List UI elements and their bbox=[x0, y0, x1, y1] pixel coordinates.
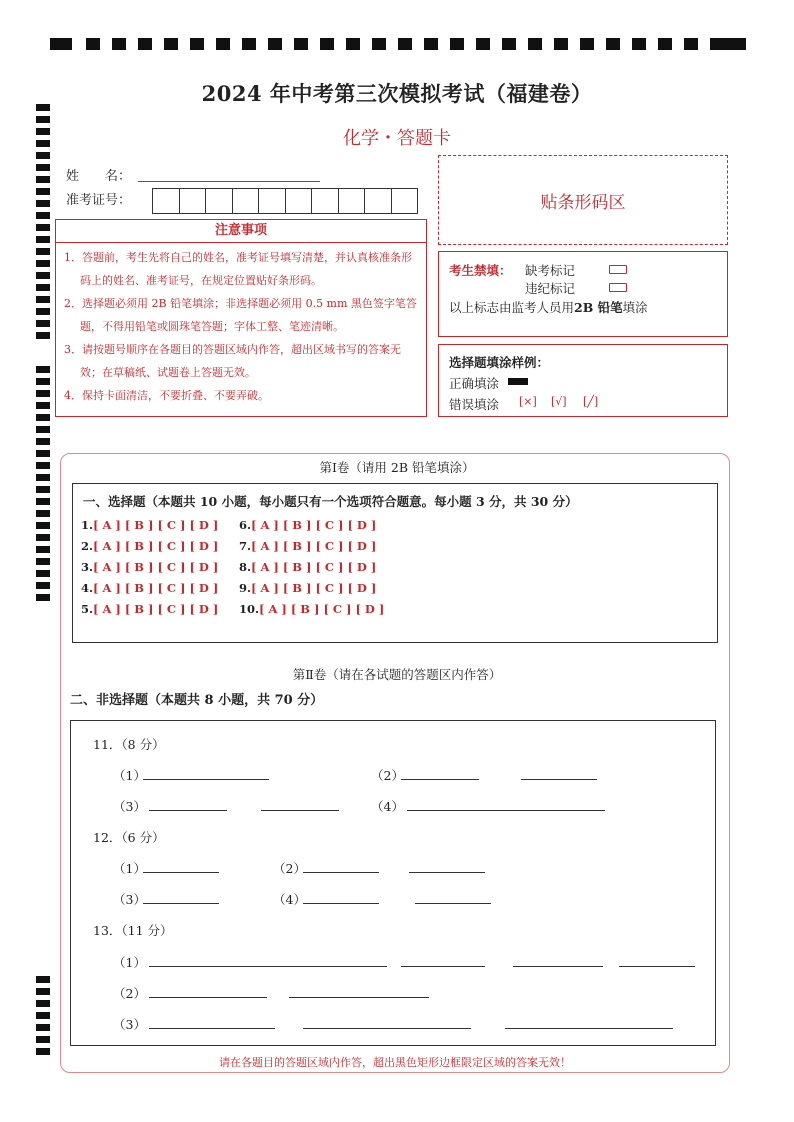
forbidden-note-prefix: 以上标志由监考人员用 bbox=[449, 300, 575, 315]
answer-line[interactable] bbox=[521, 778, 597, 780]
exam-title: 2024 年中考第三次模拟考试（福建卷） bbox=[201, 81, 593, 106]
answer-line[interactable] bbox=[407, 809, 605, 811]
exam-id-boxes[interactable] bbox=[152, 188, 418, 214]
name-field[interactable] bbox=[138, 180, 320, 182]
answer-line[interactable] bbox=[303, 902, 379, 904]
forbidden-note-suffix: 填涂 bbox=[622, 300, 648, 315]
choice-row-5[interactable] bbox=[81, 602, 218, 616]
q12-part-4: （4） bbox=[273, 892, 306, 907]
answer-line[interactable] bbox=[619, 965, 695, 967]
question-number: 9. bbox=[239, 581, 252, 595]
choice-options[interactable]: [ A ] [ B ] [ C ] [ D ] bbox=[251, 539, 377, 553]
q12-part-3: （3） bbox=[113, 892, 146, 907]
q13-part-3: （3） bbox=[113, 1017, 146, 1032]
choice-options[interactable]: [ A ] [ B ] [ C ] [ D ] bbox=[251, 581, 377, 595]
choice-row-9[interactable] bbox=[239, 581, 376, 595]
q13-part-1: （1） bbox=[113, 955, 146, 970]
question-number: 1. bbox=[81, 518, 94, 532]
choice-row-1[interactable] bbox=[81, 518, 218, 532]
question-number: 2. bbox=[81, 539, 94, 553]
name-label: 姓 名： bbox=[66, 169, 132, 184]
q13-part-2: （2） bbox=[113, 986, 146, 1001]
answer-line[interactable] bbox=[261, 809, 339, 811]
sample-heading: 选择题填涂样例： bbox=[449, 355, 550, 370]
wrong-fill-label: 错误填涂 bbox=[449, 397, 500, 412]
q11-title: 11．（8 分） bbox=[93, 737, 165, 752]
wrong-fill-mark: [√] bbox=[551, 395, 567, 408]
q11-part-2: （2） bbox=[371, 768, 404, 783]
answer-line[interactable] bbox=[401, 778, 479, 780]
answer-line[interactable] bbox=[149, 809, 227, 811]
question-number: 5. bbox=[81, 602, 94, 616]
answer-line[interactable] bbox=[513, 965, 603, 967]
nonchoice-section bbox=[70, 720, 716, 1046]
violation-mark-box[interactable] bbox=[609, 283, 627, 292]
nonchoice-instruction: 二、非选择题（本题共 8 小题，共 70 分） bbox=[70, 693, 324, 708]
choice-options[interactable]: [ A ] [ B ] [ C ] [ D ] bbox=[93, 602, 219, 616]
choice-options[interactable]: [ A ] [ B ] [ C ] [ D ] bbox=[93, 539, 219, 553]
notes-heading: 注意事项 bbox=[56, 220, 426, 243]
id-label: 准考证号： bbox=[66, 193, 132, 208]
examinee-forbidden-panel bbox=[438, 251, 728, 337]
choice-row-4[interactable] bbox=[81, 581, 218, 595]
choice-options[interactable]: [ A ] [ B ] [ C ] [ D ] bbox=[93, 581, 219, 595]
q11-part-4: （4） bbox=[371, 799, 404, 814]
question-number: 6. bbox=[239, 518, 252, 532]
answer-line[interactable] bbox=[401, 965, 485, 967]
answer-line[interactable] bbox=[303, 871, 379, 873]
answer-line[interactable] bbox=[143, 902, 219, 904]
question-number: 10. bbox=[239, 602, 260, 616]
absent-mark-box[interactable] bbox=[609, 265, 627, 274]
timing-marks-top bbox=[50, 38, 746, 52]
forbidden-label: 考生禁填： bbox=[449, 263, 512, 278]
choice-options[interactable]: [ A ] [ B ] [ C ] [ D ] bbox=[251, 560, 377, 574]
absent-mark-label: 缺考标记 bbox=[525, 263, 576, 278]
choice-options[interactable]: [ A ] [ B ] [ C ] [ D ] bbox=[93, 518, 219, 532]
choice-instruction: 一、选择题（本题共 10 小题，每小题只有一个选项符合题意。每小题 3 分，共 30 分） bbox=[83, 494, 578, 509]
answer-line[interactable] bbox=[415, 902, 491, 904]
question-number: 7. bbox=[239, 539, 252, 553]
note-item: 1．答题前，考生先将自己的姓名，准考证号填写清楚，并认真核准条形码上的姓名、准考证号，在规定位置贴好条形码。 bbox=[64, 251, 412, 287]
q12-part-2: （2） bbox=[273, 861, 306, 876]
note-item: 3．请按题号顺序在各题目的答题区域内作答，超出区域书写的答案无效；在草稿纸、试题卷上答题无效。 bbox=[64, 343, 401, 379]
answer-line[interactable] bbox=[143, 871, 219, 873]
notes-panel bbox=[55, 219, 427, 417]
answer-line[interactable] bbox=[505, 1027, 673, 1029]
wrong-fill-mark: [×] bbox=[519, 395, 537, 408]
forbidden-note-bold: 2B 铅笔 bbox=[574, 300, 623, 315]
q11-part-3: （3） bbox=[113, 799, 146, 814]
barcode-area bbox=[438, 155, 728, 245]
answer-line[interactable] bbox=[409, 871, 485, 873]
choice-row-10[interactable] bbox=[239, 602, 384, 616]
question-number: 4. bbox=[81, 581, 94, 595]
timing-marks-left-3 bbox=[36, 976, 50, 1066]
violation-mark-label: 违纪标记 bbox=[525, 281, 576, 296]
answer-line[interactable] bbox=[143, 778, 269, 780]
part1-heading: 第Ⅰ卷（请用 2B 铅笔填涂） bbox=[319, 460, 475, 475]
q13-title: 13．（11 分） bbox=[93, 923, 173, 938]
answer-line[interactable] bbox=[289, 996, 429, 998]
correct-fill-label: 正确填涂 bbox=[449, 376, 500, 391]
answer-sheet-subtitle: 化学・答题卡 bbox=[343, 128, 451, 149]
forbidden-note bbox=[449, 298, 648, 316]
footer-warning: 请在各题目的答题区域内作答，超出黑色矩形边框限定区域的答案无效！ bbox=[219, 1056, 571, 1069]
question-number: 8. bbox=[239, 560, 252, 574]
part2-heading: 第Ⅱ卷（请在各试题的答题区内作答） bbox=[292, 667, 502, 682]
choice-row-8[interactable] bbox=[239, 560, 376, 574]
choice-row-6[interactable] bbox=[239, 518, 376, 532]
question-number: 3. bbox=[81, 560, 94, 574]
choice-options[interactable]: [ A ] [ B ] [ C ] [ D ] bbox=[93, 560, 219, 574]
fill-sample-panel bbox=[438, 344, 728, 417]
answer-line[interactable] bbox=[303, 1027, 471, 1029]
wrong-fill-mark: [╱] bbox=[583, 395, 599, 408]
choice-row-2[interactable] bbox=[81, 539, 218, 553]
answer-line[interactable] bbox=[149, 1027, 275, 1029]
answer-line[interactable] bbox=[149, 965, 387, 967]
choice-row-3[interactable] bbox=[81, 560, 218, 574]
barcode-label: 贴条形码区 bbox=[540, 192, 626, 213]
choice-options[interactable]: [ A ] [ B ] [ C ] [ D ] bbox=[251, 518, 377, 532]
answer-line[interactable] bbox=[149, 996, 267, 998]
note-item: 2．选择题必须用 2B 铅笔填涂；非选择题必须用 0.5 mm 黑色签字笔答题，不得用铅笔或圆珠笔答题；字体工整、笔迹清晰。 bbox=[64, 297, 417, 333]
choice-options[interactable]: [ A ] [ B ] [ C ] [ D ] bbox=[259, 602, 385, 616]
choice-section bbox=[72, 483, 718, 643]
q12-title: 12．（6 分） bbox=[93, 830, 165, 845]
q11-part-1: （1） bbox=[113, 768, 146, 783]
timing-marks-left-2 bbox=[36, 366, 50, 606]
choice-row-7[interactable] bbox=[239, 539, 376, 553]
correct-fill-mark bbox=[508, 378, 528, 385]
note-item: 4．保持卡面清洁，不要折叠、不要弄破。 bbox=[64, 389, 269, 402]
q12-part-1: （1） bbox=[113, 861, 146, 876]
